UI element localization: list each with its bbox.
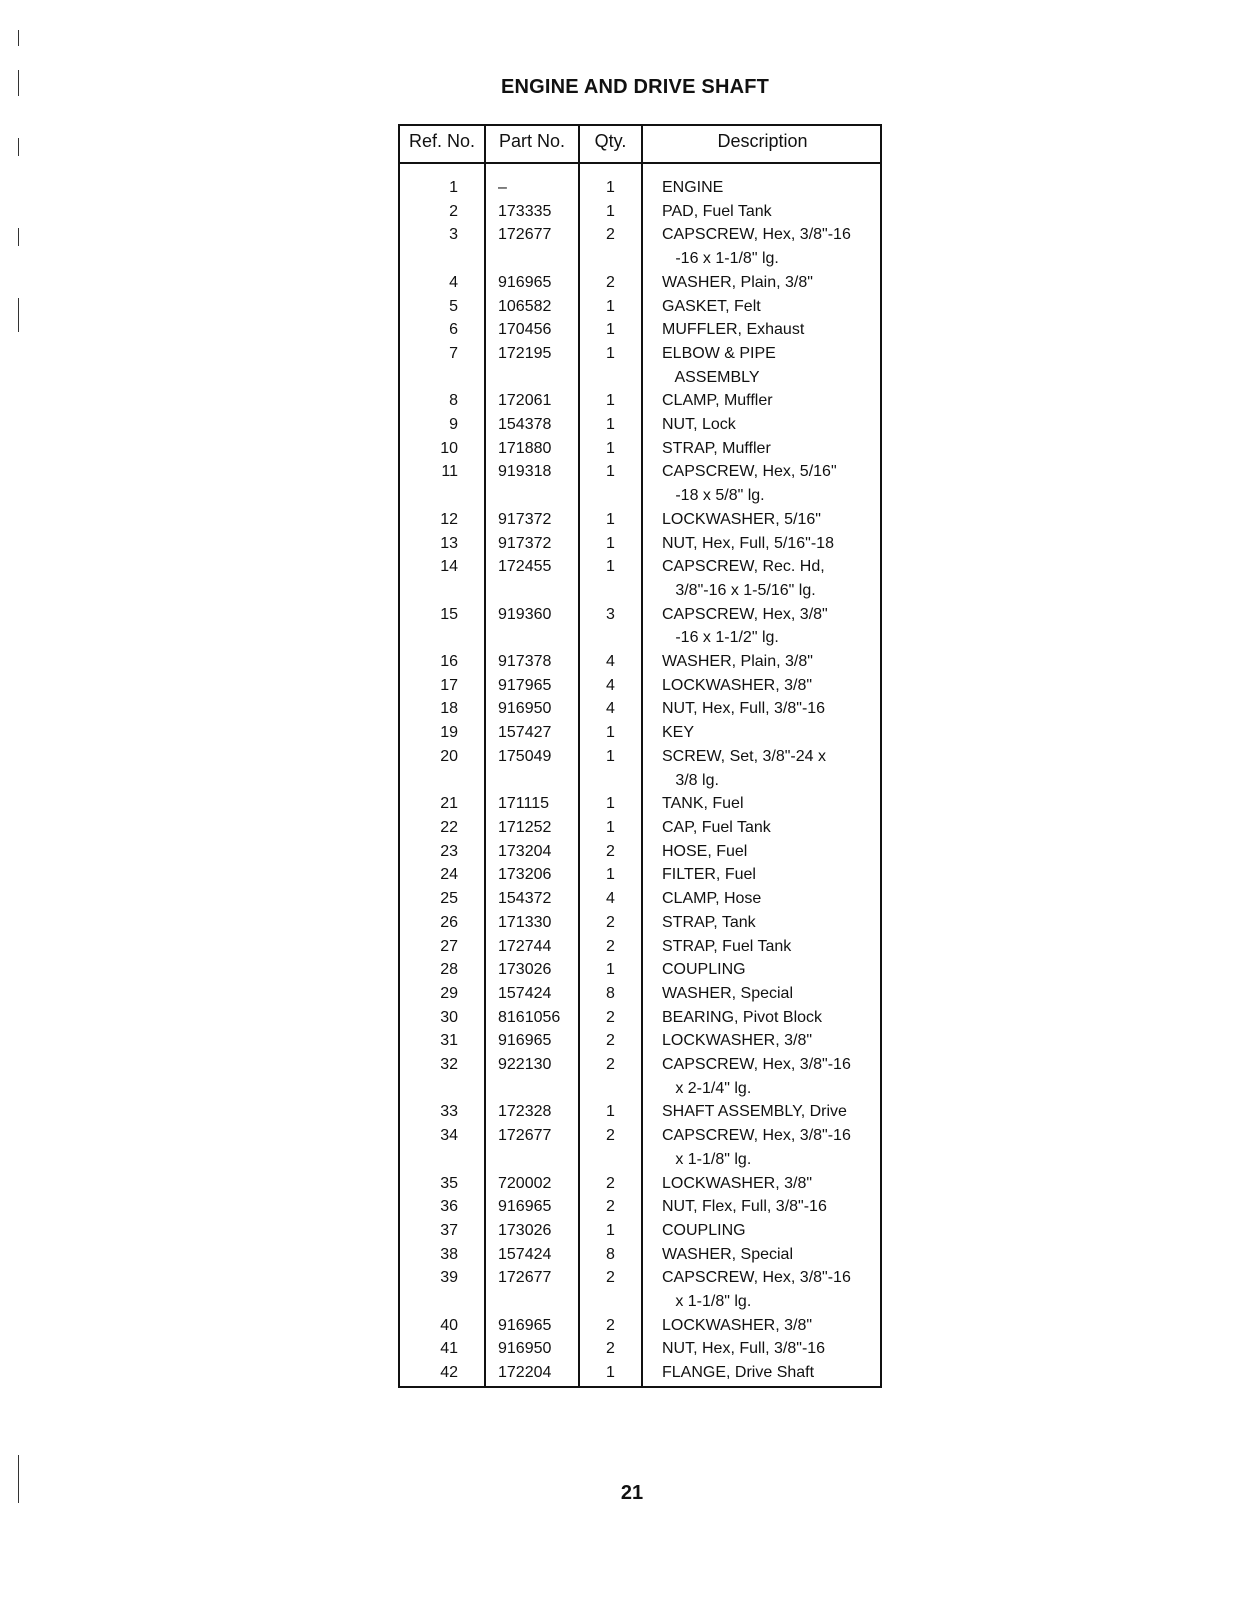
ref-no-cell: 33 [440, 1103, 458, 1121]
margin-mark [18, 298, 19, 332]
description-cell: CAP, Fuel Tank [662, 818, 771, 836]
ref-no-cell: 3 [449, 226, 458, 244]
description-cell: STRAP, Tank [662, 913, 756, 931]
ref-no-cell: 6 [449, 321, 458, 339]
part-no-cell: 157427 [498, 724, 552, 742]
part-no-cell: 171880 [498, 439, 552, 457]
qty-cell: 1 [606, 961, 615, 979]
part-no-cell: 173206 [498, 866, 552, 884]
qty-cell: 2 [606, 1340, 615, 1358]
ref-no-cell: 31 [440, 1032, 458, 1050]
table-row [400, 697, 880, 721]
description-cell: CAPSCREW, Rec. Hd, 3/8"-16 x 1-5/16" lg. [662, 558, 825, 599]
table-row [400, 1006, 880, 1030]
qty-cell: 4 [606, 653, 615, 671]
table-row [400, 911, 880, 935]
part-no-cell: 106582 [498, 297, 552, 315]
table-row [400, 958, 880, 982]
margin-mark [18, 30, 19, 46]
table-body [400, 176, 880, 1385]
qty-cell: 1 [606, 392, 615, 410]
description-cell: CAPSCREW, Hex, 5/16" -18 x 5/8" lg. [662, 463, 837, 505]
qty-cell: 3 [606, 605, 615, 623]
qty-cell: 1 [606, 439, 615, 457]
qty-cell: 2 [606, 1032, 615, 1050]
header-description: Description [717, 131, 808, 151]
ref-no-cell: 22 [440, 818, 458, 836]
description-cell: PAD, Fuel Tank [662, 202, 772, 220]
table-row [400, 413, 880, 437]
qty-cell: 1 [606, 297, 615, 315]
qty-cell: 1 [606, 866, 615, 884]
part-no-cell: 720002 [498, 1174, 552, 1192]
ref-no-cell: 5 [449, 297, 458, 315]
qty-cell: 1 [606, 1103, 615, 1121]
qty-cell: 1 [606, 1221, 615, 1239]
qty-cell: 1 [606, 795, 615, 813]
table-row [400, 223, 880, 270]
description-cell: LOCKWASHER, 3/8" [662, 1316, 813, 1334]
part-no-cell: 154378 [498, 416, 552, 434]
qty-cell: 4 [606, 890, 615, 908]
ref-no-cell: 10 [440, 439, 458, 457]
header-qty: Qty. [594, 131, 627, 151]
table-row [400, 532, 880, 556]
header-ref-no: Ref. No. [408, 131, 476, 151]
part-no-cell: 917965 [498, 676, 552, 694]
description-cell: FLANGE, Drive Shaft [662, 1364, 815, 1382]
table-row [400, 1195, 880, 1219]
part-no-cell: 172328 [498, 1103, 552, 1121]
table-row [400, 1100, 880, 1124]
qty-cell: 1 [606, 463, 615, 481]
description-cell: LOCKWASHER, 3/8" [662, 1032, 813, 1050]
table-row [400, 1172, 880, 1196]
part-no-cell: 916950 [498, 1340, 552, 1358]
qty-cell: 1 [606, 344, 615, 362]
table-row [400, 342, 880, 389]
part-no-cell: 171115 [498, 795, 550, 813]
qty-cell: 1 [606, 416, 615, 434]
ref-no-cell: 30 [440, 1008, 458, 1026]
part-no-cell: 916965 [498, 1032, 552, 1050]
part-no-cell: 917378 [498, 653, 552, 671]
qty-cell: 1 [606, 558, 615, 576]
part-no-cell: 922130 [498, 1056, 552, 1074]
ref-no-cell: 39 [440, 1269, 458, 1287]
table-row [400, 1337, 880, 1361]
qty-cell: 2 [606, 913, 615, 931]
description-cell: TANK, Fuel [662, 795, 744, 813]
part-no-cell: – [498, 179, 507, 196]
description-cell: SHAFT ASSEMBLY, Drive [662, 1103, 847, 1121]
table-row [400, 1266, 880, 1313]
description-cell: NUT, Hex, Full, 3/8"-16 [662, 1340, 826, 1358]
table-row [400, 1219, 880, 1243]
ref-no-cell: 35 [440, 1174, 458, 1192]
ref-no-cell: 32 [440, 1056, 458, 1074]
description-cell: SCREW, Set, 3/8"-24 x 3/8 lg. [662, 747, 826, 789]
ref-no-cell: 25 [440, 890, 458, 908]
description-cell: COUPLING [662, 961, 746, 979]
table-row [400, 1314, 880, 1338]
part-no-cell: 919318 [498, 463, 552, 481]
table-row [400, 982, 880, 1006]
ref-no-cell: 4 [449, 273, 458, 291]
description-cell: CAPSCREW, Hex, 3/8" -16 x 1-1/2" lg. [662, 605, 828, 647]
ref-no-cell: 42 [440, 1364, 458, 1382]
qty-cell: 2 [606, 1269, 615, 1287]
part-no-cell: 173335 [498, 202, 552, 220]
part-no-cell: 172677 [498, 226, 552, 244]
ref-no-cell: 24 [440, 866, 458, 884]
qty-cell: 8 [606, 984, 615, 1002]
qty-cell: 2 [606, 1316, 615, 1334]
part-no-cell: 916965 [498, 1198, 552, 1216]
ref-no-cell: 28 [440, 961, 458, 979]
qty-cell: 2 [606, 1056, 615, 1074]
description-cell: CAPSCREW, Hex, 3/8"-16 -16 x 1-1/8" lg. [662, 226, 851, 268]
ref-no-cell: 16 [440, 653, 458, 671]
qty-cell: 1 [606, 724, 615, 742]
ref-no-cell: 23 [440, 842, 458, 860]
ref-no-cell: 13 [440, 534, 458, 552]
table-row [400, 295, 880, 319]
part-no-cell: 919360 [498, 605, 552, 623]
ref-no-cell: 18 [440, 700, 458, 718]
description-cell: FILTER, Fuel [662, 866, 756, 884]
table-row [400, 1124, 880, 1171]
description-cell: WASHER, Special [662, 1245, 793, 1263]
qty-cell: 4 [606, 700, 615, 718]
qty-cell: 2 [606, 937, 615, 955]
table-row [400, 674, 880, 698]
table-row [400, 460, 880, 507]
part-no-cell: 175049 [498, 747, 552, 765]
description-cell: WASHER, Special [662, 984, 793, 1002]
ref-no-cell: 34 [440, 1127, 458, 1145]
qty-cell: 1 [606, 510, 615, 528]
part-no-cell: 916965 [498, 273, 552, 291]
description-cell: CAPSCREW, Hex, 3/8"-16 x 1-1/8" lg. [662, 1127, 851, 1168]
header-part-no: Part No. [498, 131, 566, 151]
description-cell: WASHER, Plain, 3/8" [662, 273, 813, 291]
ref-no-cell: 14 [440, 558, 458, 576]
qty-cell: 2 [606, 1008, 615, 1026]
margin-mark [18, 138, 19, 156]
description-cell: NUT, Flex, Full, 3/8"-16 [662, 1198, 827, 1216]
description-cell: STRAP, Fuel Tank [662, 937, 792, 955]
part-no-cell: 172195 [498, 344, 552, 362]
ref-no-cell: 26 [440, 913, 458, 931]
part-no-cell: 172455 [498, 558, 552, 576]
table-row [400, 1029, 880, 1053]
part-no-cell: 154372 [498, 890, 552, 908]
ref-no-cell: 7 [449, 344, 458, 362]
table-row [400, 935, 880, 959]
description-cell: LOCKWASHER, 5/16" [662, 510, 821, 528]
qty-cell: 2 [606, 1127, 615, 1145]
description-cell: ENGINE [662, 179, 724, 196]
table-row [400, 603, 880, 650]
part-no-cell: 171330 [498, 913, 552, 931]
part-no-cell: 172677 [498, 1269, 552, 1287]
ref-no-cell: 29 [440, 984, 458, 1002]
part-no-cell: 157424 [498, 1245, 552, 1263]
description-cell: NUT, Hex, Full, 3/8"-16 [662, 700, 826, 718]
part-no-cell: 170456 [498, 321, 552, 339]
page-number: 21 [620, 1482, 644, 1504]
qty-cell: 1 [606, 1364, 615, 1382]
description-cell: WASHER, Plain, 3/8" [662, 653, 813, 671]
qty-cell: 4 [606, 676, 615, 694]
ref-no-cell: 27 [440, 937, 458, 955]
ref-no-cell: 11 [441, 463, 458, 481]
part-no-cell: 917372 [498, 510, 552, 528]
part-no-cell: 172744 [498, 937, 552, 955]
qty-cell: 2 [606, 842, 615, 860]
part-no-cell: 172204 [498, 1364, 552, 1382]
table-row [400, 508, 880, 532]
part-no-cell: 916965 [498, 1316, 552, 1334]
ref-no-cell: 2 [449, 202, 458, 220]
ref-no-cell: 40 [440, 1316, 458, 1334]
qty-cell: 1 [606, 534, 615, 552]
table-row [400, 318, 880, 342]
table-row [400, 745, 880, 792]
part-no-cell: 172677 [498, 1127, 552, 1145]
part-no-cell: 173026 [498, 1221, 552, 1239]
ref-no-cell: 38 [440, 1245, 458, 1263]
table-row [400, 816, 880, 840]
part-no-cell: 172061 [498, 392, 552, 410]
qty-cell: 2 [606, 1198, 615, 1216]
part-no-cell: 917372 [498, 534, 552, 552]
table-row [400, 176, 880, 200]
qty-cell: 1 [606, 321, 615, 339]
description-cell: CLAMP, Muffler [662, 392, 773, 410]
table-row [400, 863, 880, 887]
description-cell: MUFFLER, Exhaust [662, 321, 805, 339]
description-cell: NUT, Hex, Full, 5/16"-18 [662, 534, 834, 552]
parts-table [398, 124, 882, 1388]
table-row [400, 1053, 880, 1100]
table-row [400, 840, 880, 864]
table-row [400, 555, 880, 602]
ref-no-cell: 17 [440, 676, 458, 694]
description-cell: COUPLING [662, 1221, 746, 1239]
table-row [400, 1243, 880, 1267]
description-cell: NUT, Lock [662, 416, 736, 434]
description-cell: BEARING, Pivot Block [662, 1008, 823, 1026]
ref-no-cell: 21 [440, 795, 458, 813]
part-no-cell: 8161056 [498, 1008, 561, 1026]
description-cell: HOSE, Fuel [662, 842, 748, 860]
qty-cell: 2 [606, 273, 615, 291]
ref-no-cell: 37 [440, 1221, 458, 1239]
part-no-cell: 171252 [498, 818, 552, 836]
table-row [400, 792, 880, 816]
part-no-cell: 157424 [498, 984, 552, 1002]
table-row [400, 389, 880, 413]
table-row [400, 1361, 880, 1385]
description-cell: CAPSCREW, Hex, 3/8"-16 x 1-1/8" lg. [662, 1269, 851, 1311]
description-cell: GASKET, Felt [662, 297, 761, 315]
qty-cell: 1 [606, 179, 615, 196]
qty-cell: 2 [606, 226, 615, 244]
margin-mark [18, 228, 19, 246]
table-row [400, 650, 880, 674]
table-row [400, 721, 880, 745]
part-no-cell: 173026 [498, 961, 552, 979]
table-row [400, 200, 880, 224]
part-no-cell: 916950 [498, 700, 552, 718]
qty-cell: 1 [606, 202, 615, 220]
qty-cell: 8 [606, 1245, 615, 1263]
ref-no-cell: 9 [449, 416, 458, 434]
page-title: ENGINE AND DRIVE SHAFT [500, 76, 770, 98]
qty-cell: 1 [606, 818, 615, 836]
qty-cell: 1 [606, 747, 615, 765]
description-cell: CAPSCREW, Hex, 3/8"-16 x 2-1/4" lg. [662, 1056, 851, 1097]
table-row [400, 437, 880, 461]
ref-no-cell: 15 [440, 605, 458, 623]
description-cell: KEY [662, 724, 695, 742]
description-cell: ELBOW & PIPE ASSEMBLY [662, 344, 776, 386]
description-cell: CLAMP, Hose [662, 890, 762, 908]
part-no-cell: 173204 [498, 842, 552, 860]
ref-no-cell: 8 [449, 392, 458, 410]
ref-no-cell: 1 [449, 179, 458, 196]
ref-no-cell: 19 [440, 724, 458, 742]
ref-no-cell: 20 [440, 747, 458, 765]
table-row [400, 271, 880, 295]
description-cell: LOCKWASHER, 3/8" [662, 676, 813, 694]
table-row [400, 887, 880, 911]
description-cell: STRAP, Muffler [662, 439, 771, 457]
ref-no-cell: 36 [440, 1198, 458, 1216]
qty-cell: 2 [606, 1174, 615, 1192]
ref-no-cell: 12 [440, 510, 458, 528]
ref-no-cell: 41 [440, 1340, 458, 1358]
description-cell: LOCKWASHER, 3/8" [662, 1174, 813, 1192]
